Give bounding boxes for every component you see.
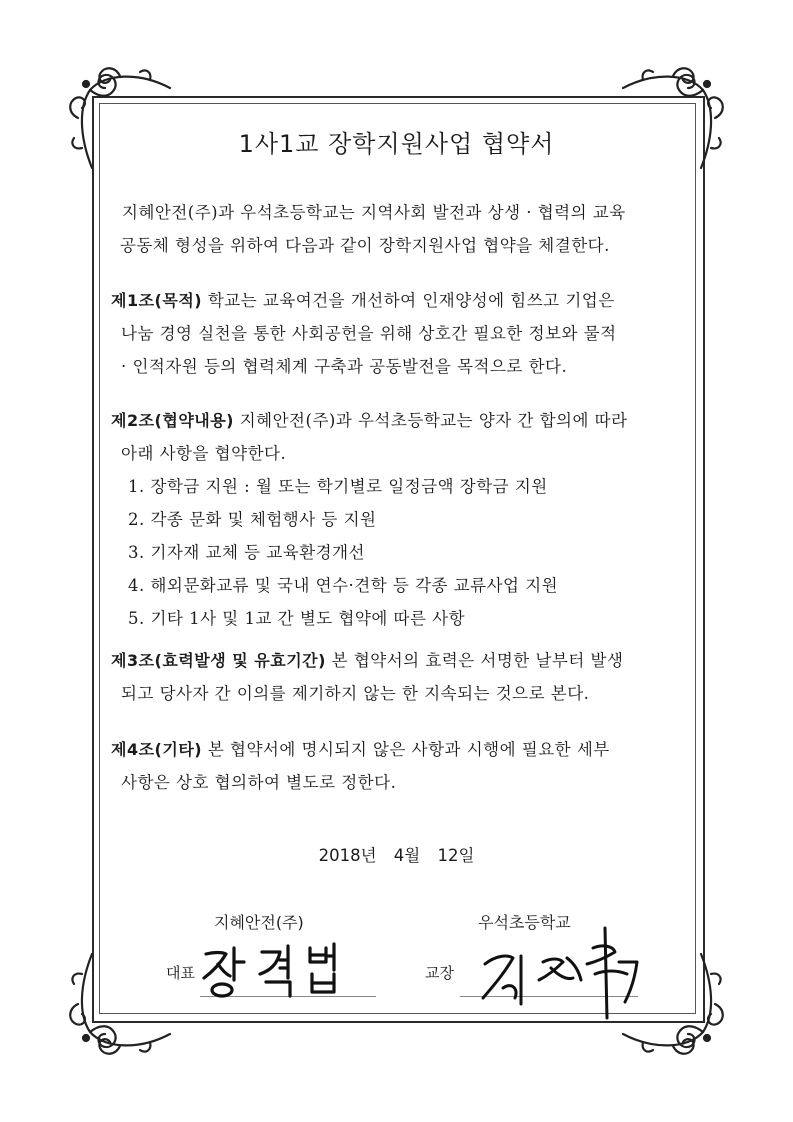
ornament-corner-icon [60, 58, 180, 178]
article-text: 사항은 상호 협의하여 별도로 정한다. [121, 773, 397, 792]
list-item: 1. 장학금 지원 : 월 또는 학기별로 일정금액 장학금 지원 [128, 477, 548, 496]
article-text: 아래 사항을 협약한다. [121, 444, 287, 463]
article-4 [111, 733, 610, 799]
party2-rep-label: 교장 [425, 964, 454, 982]
list-item: 4. 해외문화교류 및 국내 연수·견학 등 각종 교류사업 지원 [128, 576, 559, 595]
signature-icon [200, 940, 360, 1000]
ornament-corner-icon [613, 58, 733, 178]
party1-rep-label: 대표 [166, 964, 195, 982]
ornament-corner-icon [60, 944, 180, 1064]
party2-name: 우석초등학교 [478, 913, 571, 932]
article-3 [111, 644, 623, 710]
article-text: · 인적자원 등의 협력체계 구축과 공동발전을 목적으로 한다. [121, 357, 568, 376]
list-item: 2. 각종 문화 및 체험행사 등 지원 [128, 510, 377, 529]
article-text: 지혜안전(주)과 우석초등학교는 양자 간 합의에 따라 [234, 411, 628, 430]
intro-line: 지혜안전(주)과 우석초등학교는 지역사회 발전과 상생 · 협력의 교육 [122, 203, 626, 222]
date-month: 4월 [393, 846, 421, 865]
intro-paragraph [122, 196, 626, 262]
agreement-date [0, 842, 793, 866]
article-text: 본 협약서의 효력은 서명한 날부터 발생 [325, 651, 624, 670]
date-day: 12일 [437, 846, 475, 865]
article-text: 학교는 교육여건을 개선하여 인재양성에 힘쓰고 기업은 [202, 291, 615, 310]
article-heading: 제1조(목적) [111, 291, 203, 310]
article-2 [111, 404, 628, 635]
list-item: 5. 기타 1사 및 1교 간 별도 협약에 따른 사항 [128, 609, 466, 628]
article-text: 나눔 경영 실천을 통한 사회공헌을 위해 상호간 필요한 정보와 물적 [121, 324, 617, 343]
party1-name: 지혜안전(주) [214, 913, 304, 932]
article-1 [111, 284, 617, 383]
article-text: 본 협약서에 명시되지 않은 사항과 시행에 필요한 세부 [202, 740, 610, 759]
article-heading: 제3조(효력발생 및 유효기간) [111, 651, 326, 670]
document-title: 1사1교 장학지원사업 협약서 [238, 130, 555, 158]
signature-icon [455, 918, 650, 1028]
article-heading: 제2조(협약내용) [111, 411, 234, 430]
intro-line: 공동체 형성을 위하여 다음과 같이 장학지원사업 협약을 체결한다. [120, 236, 610, 255]
article-heading: 제4조(기타) [111, 740, 203, 759]
date-year: 2018년 [318, 846, 377, 865]
list-item: 3. 기자재 교체 등 교육환경개선 [128, 543, 365, 562]
article-text: 되고 당사자 간 이의를 제기하지 않는 한 지속되는 것으로 본다. [121, 684, 590, 703]
